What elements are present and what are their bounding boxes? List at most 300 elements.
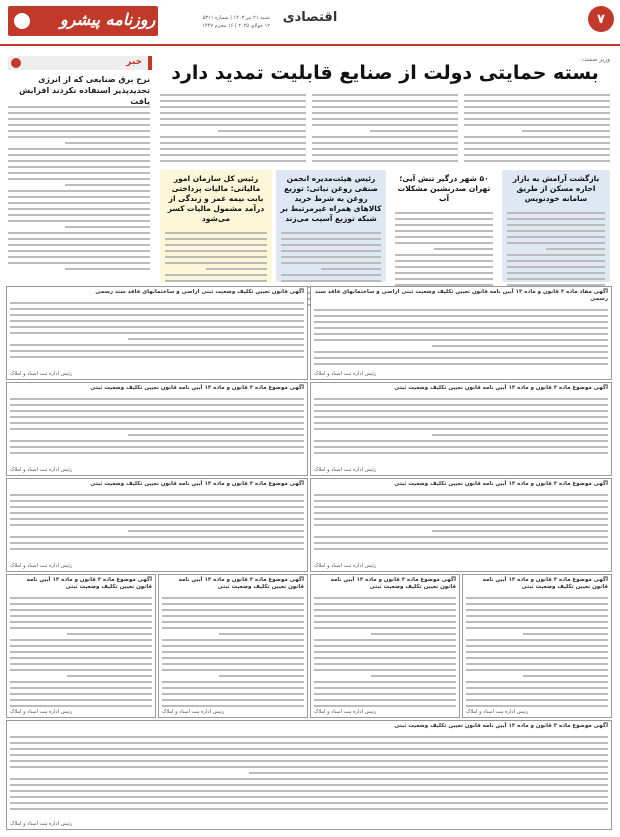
text-line bbox=[162, 663, 304, 665]
text-line bbox=[10, 687, 152, 689]
text-line bbox=[523, 633, 608, 635]
text-line bbox=[314, 609, 456, 611]
text-line bbox=[165, 256, 267, 258]
text-line bbox=[162, 651, 304, 653]
text-line bbox=[10, 681, 152, 683]
notice-body bbox=[7, 494, 307, 550]
text-line bbox=[249, 772, 608, 774]
text-line bbox=[219, 675, 304, 677]
text-line bbox=[10, 404, 304, 406]
text-line bbox=[162, 621, 304, 623]
legal-notice bbox=[310, 478, 612, 572]
text-line bbox=[507, 236, 605, 238]
sidebar-label-bar bbox=[8, 56, 152, 70]
text-line bbox=[464, 148, 610, 150]
text-line bbox=[507, 260, 605, 262]
text-line bbox=[395, 278, 493, 280]
text-line bbox=[314, 548, 608, 550]
text-line bbox=[10, 766, 608, 768]
text-line bbox=[10, 506, 304, 508]
notice-body bbox=[311, 494, 611, 550]
text-line bbox=[314, 446, 608, 448]
text-line bbox=[162, 603, 304, 605]
text-line bbox=[314, 512, 608, 514]
text-line bbox=[8, 196, 150, 198]
text-line bbox=[464, 94, 610, 96]
text-line bbox=[10, 512, 304, 514]
text-line bbox=[314, 705, 456, 707]
notice-title: آگهی موضوع ماده ۳ قانون و ماده ۱۳ آیین نامه قانون تعیین تکلیف وضعیت ثبتی bbox=[90, 481, 304, 487]
text-line bbox=[128, 338, 304, 340]
text-line bbox=[8, 262, 150, 264]
text-line bbox=[464, 106, 610, 108]
text-line bbox=[314, 333, 608, 335]
text-line bbox=[371, 675, 456, 677]
legal-notices bbox=[8, 286, 612, 831]
text-line bbox=[314, 639, 456, 641]
page-header bbox=[0, 0, 620, 48]
notice-body bbox=[7, 736, 611, 810]
article-column-3 bbox=[464, 90, 610, 166]
notice-title: آگهی مفاد ماده ۳ قانون و ماده ۱۳ آیین نامه قانون تعیین تکلیف وضعیت ثبتی اراضی و ساختمانهای فاقد سند رسمی bbox=[315, 289, 608, 302]
text-line bbox=[312, 106, 458, 108]
text-line bbox=[314, 542, 608, 544]
text-line bbox=[219, 633, 304, 635]
text-line bbox=[281, 280, 381, 282]
text-line bbox=[10, 308, 304, 310]
text-line bbox=[312, 136, 458, 138]
news-boxes bbox=[160, 170, 610, 282]
text-line bbox=[10, 663, 152, 665]
text-line bbox=[128, 530, 304, 532]
text-line bbox=[165, 238, 267, 240]
text-line bbox=[10, 597, 152, 599]
text-line bbox=[466, 705, 608, 707]
text-line bbox=[314, 339, 608, 341]
text-line bbox=[10, 754, 608, 756]
text-line bbox=[65, 226, 150, 228]
dateline-persian: شنبه ۲۱ تیر ۱۴۰۳ | شماره ۵۳۱۱ bbox=[202, 15, 270, 21]
notice-title: آگهی موضوع ماده ۳ قانون و ماده ۱۳ آیین نامه قانون تعیین تکلیف وضعیت ثبتی bbox=[26, 577, 152, 590]
text-line bbox=[466, 639, 608, 641]
text-line bbox=[314, 494, 608, 496]
text-line bbox=[8, 154, 150, 156]
text-line bbox=[464, 118, 610, 120]
news-box-body bbox=[390, 206, 498, 292]
notice-body bbox=[7, 398, 307, 454]
article-headline: بسته حمایتی دولت از صنایع قابلیت تمدید دارد bbox=[171, 62, 599, 84]
text-line bbox=[522, 130, 610, 132]
notice-footer: رئیس اداره ثبت اسناد و املاک bbox=[10, 563, 73, 569]
text-line bbox=[312, 100, 458, 102]
text-line bbox=[8, 190, 150, 192]
text-line bbox=[466, 687, 608, 689]
text-line bbox=[162, 693, 304, 695]
text-line bbox=[218, 130, 306, 132]
text-line bbox=[314, 615, 456, 617]
text-line bbox=[10, 802, 608, 804]
text-line bbox=[312, 112, 458, 114]
text-line bbox=[10, 344, 304, 346]
text-line bbox=[314, 699, 456, 701]
text-line bbox=[206, 268, 267, 270]
text-line bbox=[507, 212, 605, 214]
notice-body bbox=[7, 302, 307, 358]
notice-body bbox=[159, 597, 307, 707]
text-line bbox=[162, 639, 304, 641]
legal-notice bbox=[462, 574, 612, 718]
text-line bbox=[165, 244, 267, 246]
notice-body bbox=[463, 597, 611, 707]
news-box-water bbox=[390, 170, 498, 282]
text-line bbox=[464, 160, 610, 162]
text-line bbox=[281, 262, 381, 264]
text-line bbox=[507, 254, 605, 256]
text-line bbox=[281, 232, 381, 234]
text-line bbox=[8, 166, 150, 168]
notice-body bbox=[311, 309, 611, 365]
text-line bbox=[10, 446, 304, 448]
text-line bbox=[10, 784, 608, 786]
text-line bbox=[10, 760, 608, 762]
text-line bbox=[10, 609, 152, 611]
text-line bbox=[314, 351, 608, 353]
text-line bbox=[466, 657, 608, 659]
text-line bbox=[523, 675, 608, 677]
text-line bbox=[165, 262, 267, 264]
text-line bbox=[65, 184, 150, 186]
text-line bbox=[8, 220, 150, 222]
text-line bbox=[8, 130, 150, 132]
text-line bbox=[321, 268, 381, 270]
news-box-title: رئیس هیئت‌مدیره انجمن صنفی روغن نباتی: توزیع روغن به شرط خرید کالاهای همراه غیرمرتبط بر شبکه توزیع آسیب می‌زند bbox=[280, 174, 382, 223]
text-line bbox=[314, 398, 608, 400]
text-line bbox=[10, 320, 304, 322]
text-line bbox=[10, 500, 304, 502]
text-line bbox=[466, 663, 608, 665]
text-line bbox=[10, 524, 304, 526]
text-line bbox=[464, 142, 610, 144]
text-line bbox=[314, 536, 608, 538]
notice-title: آگهی موضوع ماده ۳ قانون و ماده ۱۳ آیین نامه قانون تعیین تکلیف وضعیت ثبتی bbox=[178, 577, 304, 590]
sidebar-label: خبر bbox=[126, 57, 142, 67]
text-line bbox=[314, 363, 608, 365]
text-line bbox=[165, 250, 267, 252]
notice-footer: رئیس اداره ثبت اسناد و املاک bbox=[314, 563, 377, 569]
text-line bbox=[10, 657, 152, 659]
text-line bbox=[466, 609, 608, 611]
text-line bbox=[371, 633, 456, 635]
text-line bbox=[314, 603, 456, 605]
notice-footer: رئیس اداره ثبت اسناد و املاک bbox=[466, 709, 529, 715]
text-line bbox=[8, 178, 150, 180]
text-line bbox=[10, 742, 608, 744]
news-box-title: ۵۰ شهر درگیر تنش آبی؛ تهران صدرنشین مشکلات آب bbox=[397, 174, 491, 203]
text-line bbox=[8, 112, 150, 114]
text-line bbox=[507, 242, 605, 244]
text-line bbox=[10, 603, 152, 605]
text-line bbox=[65, 268, 150, 270]
article-column-1 bbox=[160, 90, 306, 166]
legal-notice bbox=[6, 478, 308, 572]
text-line bbox=[395, 236, 493, 238]
text-line bbox=[10, 542, 304, 544]
text-line bbox=[128, 434, 304, 436]
text-line bbox=[10, 669, 152, 671]
text-line bbox=[314, 309, 608, 311]
text-line bbox=[8, 214, 150, 216]
text-line bbox=[65, 142, 150, 144]
text-line bbox=[10, 398, 304, 400]
text-line bbox=[8, 172, 150, 174]
text-line bbox=[8, 244, 150, 246]
text-line bbox=[312, 94, 458, 96]
text-line bbox=[162, 657, 304, 659]
text-line bbox=[10, 748, 608, 750]
text-line bbox=[314, 524, 608, 526]
text-line bbox=[466, 669, 608, 671]
text-line bbox=[162, 699, 304, 701]
notice-footer: رئیس اداره ثبت اسناد و املاک bbox=[10, 821, 73, 827]
newspaper-logo bbox=[8, 6, 158, 36]
text-line bbox=[314, 645, 456, 647]
text-line bbox=[160, 136, 306, 138]
text-line bbox=[10, 548, 304, 550]
text-line bbox=[10, 705, 152, 707]
notice-body bbox=[7, 597, 155, 707]
text-line bbox=[464, 100, 610, 102]
text-line bbox=[464, 154, 610, 156]
text-line bbox=[10, 790, 608, 792]
text-line bbox=[10, 422, 304, 424]
text-line bbox=[314, 410, 608, 412]
text-line bbox=[507, 272, 605, 274]
text-line bbox=[314, 315, 608, 317]
text-line bbox=[67, 675, 152, 677]
text-line bbox=[10, 452, 304, 454]
text-line bbox=[8, 232, 150, 234]
text-line bbox=[8, 208, 150, 210]
text-line bbox=[314, 693, 456, 695]
notice-title: آگهی موضوع ماده ۳ قانون و ماده ۱۳ آیین نامه قانون تعیین تکلیف وضعیت ثبتی bbox=[482, 577, 608, 590]
text-line bbox=[466, 681, 608, 683]
text-line bbox=[10, 699, 152, 701]
notice-body bbox=[311, 597, 459, 707]
text-line bbox=[160, 118, 306, 120]
text-line bbox=[162, 615, 304, 617]
text-line bbox=[160, 142, 306, 144]
text-line bbox=[8, 136, 150, 138]
text-line bbox=[10, 356, 304, 358]
text-line bbox=[507, 230, 605, 232]
text-line bbox=[312, 142, 458, 144]
legal-notice bbox=[310, 574, 460, 718]
notice-title: آگهی موضوع ماده ۳ قانون و ماده ۱۳ آیین نامه قانون تعیین تکلیف وضعیت ثبتی bbox=[330, 577, 456, 590]
text-line bbox=[464, 124, 610, 126]
text-line bbox=[314, 321, 608, 323]
article-column-2 bbox=[312, 90, 458, 166]
text-line bbox=[507, 278, 605, 280]
text-line bbox=[314, 500, 608, 502]
text-line bbox=[10, 302, 304, 304]
notice-body bbox=[311, 398, 611, 454]
text-line bbox=[314, 627, 456, 629]
text-line bbox=[10, 410, 304, 412]
text-line bbox=[464, 136, 610, 138]
text-line bbox=[160, 94, 306, 96]
notice-title: آگهی موضوع ماده ۳ قانون و ماده ۱۳ آیین نامه قانون تعیین تکلیف وضعیت ثبتی bbox=[394, 385, 608, 391]
text-line bbox=[314, 518, 608, 520]
notice-title: آگهی موضوع ماده ۳ قانون و ماده ۱۳ آیین نامه قانون تعیین تکلیف وضعیت ثبتی bbox=[394, 481, 608, 487]
text-line bbox=[281, 238, 381, 240]
text-line bbox=[67, 633, 152, 635]
text-line bbox=[314, 452, 608, 454]
text-line bbox=[395, 224, 493, 226]
text-line bbox=[464, 112, 610, 114]
news-box-title: بازگشت آرامش به بازار اجاره مسکن از طریق سامانه خودنویس bbox=[512, 174, 600, 203]
text-line bbox=[162, 609, 304, 611]
text-line bbox=[8, 250, 150, 252]
sidebar-headline: نرخ برق صنایعی که از انرژی تجدیدپذیر استفاده نکردند افزایش یافت bbox=[19, 75, 150, 106]
news-box-tax bbox=[160, 170, 272, 282]
text-line bbox=[370, 130, 458, 132]
section-title: اقتصادی bbox=[282, 10, 338, 25]
text-line bbox=[10, 645, 152, 647]
text-line bbox=[507, 224, 605, 226]
text-line bbox=[507, 218, 605, 220]
text-line bbox=[314, 422, 608, 424]
text-line bbox=[434, 248, 493, 250]
text-line bbox=[395, 272, 493, 274]
text-line bbox=[10, 778, 608, 780]
text-line bbox=[165, 280, 267, 282]
text-line bbox=[160, 160, 306, 162]
text-line bbox=[432, 434, 608, 436]
text-line bbox=[314, 681, 456, 683]
legal-notice bbox=[6, 720, 612, 830]
text-line bbox=[160, 100, 306, 102]
notice-footer: رئیس اداره ثبت اسناد و املاک bbox=[314, 709, 377, 715]
text-line bbox=[162, 681, 304, 683]
logo-mark-icon bbox=[14, 13, 30, 29]
text-line bbox=[10, 494, 304, 496]
text-line bbox=[10, 416, 304, 418]
text-line bbox=[314, 416, 608, 418]
text-line bbox=[395, 212, 493, 214]
news-box-rent bbox=[502, 170, 610, 282]
text-line bbox=[165, 274, 267, 276]
text-line bbox=[466, 693, 608, 695]
notice-title: آگهی قانون تعیین تکلیف وضعیت ثبتی اراضی و ساختمانهای فاقد سند رسمی bbox=[95, 289, 304, 295]
news-box-body bbox=[502, 206, 610, 292]
text-line bbox=[546, 248, 605, 250]
notice-footer: رئیس اداره ثبت اسناد و املاک bbox=[314, 371, 377, 377]
text-line bbox=[281, 250, 381, 252]
text-line bbox=[466, 615, 608, 617]
notice-footer: رئیس اداره ثبت اسناد و املاک bbox=[162, 709, 225, 715]
news-box-title: رئیس کل سازمان امور مالیاتی: مالیات پرداختی بابت بیمه عمر و زندگی از درآمد مشمول مالیات کسر می‌شود bbox=[167, 174, 265, 223]
text-line bbox=[8, 118, 150, 120]
text-line bbox=[466, 645, 608, 647]
text-line bbox=[314, 651, 456, 653]
notice-footer: رئیس اداره ثبت اسناد و املاک bbox=[314, 467, 377, 473]
text-line bbox=[395, 218, 493, 220]
text-line bbox=[160, 148, 306, 150]
text-line bbox=[314, 621, 456, 623]
legal-notice bbox=[6, 382, 308, 476]
text-line bbox=[312, 148, 458, 150]
dateline bbox=[180, 14, 270, 30]
text-line bbox=[466, 603, 608, 605]
text-line bbox=[10, 639, 152, 641]
text-line bbox=[314, 597, 456, 599]
page-number: ۷ bbox=[588, 6, 614, 32]
text-line bbox=[8, 160, 150, 162]
text-line bbox=[162, 687, 304, 689]
text-line bbox=[314, 440, 608, 442]
text-line bbox=[8, 202, 150, 204]
legal-notice bbox=[310, 286, 612, 380]
text-line bbox=[281, 244, 381, 246]
dateline-gregorian: ۱۲ جولای ۲۰۲۵ | ۱۶ محرم ۱۴۴۷ bbox=[202, 23, 270, 29]
text-line bbox=[314, 327, 608, 329]
text-line bbox=[10, 651, 152, 653]
text-line bbox=[466, 627, 608, 629]
logo-text: روزنامه پیشرو bbox=[60, 10, 156, 29]
notice-footer: رئیس اداره ثبت اسناد و املاک bbox=[10, 467, 73, 473]
text-line bbox=[8, 256, 150, 258]
text-line bbox=[10, 693, 152, 695]
text-line bbox=[10, 332, 304, 334]
text-line bbox=[10, 326, 304, 328]
text-line bbox=[395, 266, 493, 268]
text-line bbox=[314, 663, 456, 665]
legal-notice bbox=[6, 286, 308, 380]
text-line bbox=[466, 621, 608, 623]
text-line bbox=[395, 230, 493, 232]
text-line bbox=[10, 536, 304, 538]
text-line bbox=[314, 404, 608, 406]
text-line bbox=[314, 428, 608, 430]
text-line bbox=[312, 124, 458, 126]
text-line bbox=[10, 621, 152, 623]
text-line bbox=[281, 274, 381, 276]
text-line bbox=[432, 530, 608, 532]
text-line bbox=[432, 345, 608, 347]
text-line bbox=[10, 350, 304, 352]
text-line bbox=[312, 118, 458, 120]
text-line bbox=[8, 238, 150, 240]
text-line bbox=[312, 160, 458, 162]
text-line bbox=[162, 645, 304, 647]
text-line bbox=[160, 154, 306, 156]
text-line bbox=[312, 154, 458, 156]
text-line bbox=[8, 106, 150, 108]
text-line bbox=[314, 687, 456, 689]
text-line bbox=[314, 657, 456, 659]
text-line bbox=[160, 124, 306, 126]
arrow-icon bbox=[11, 58, 21, 68]
text-line bbox=[466, 597, 608, 599]
text-line bbox=[281, 256, 381, 258]
notice-title: آگهی موضوع ماده ۳ قانون و ماده ۱۳ آیین نامه قانون تعیین تکلیف وضعیت ثبتی bbox=[394, 723, 608, 729]
text-line bbox=[10, 808, 608, 810]
legal-notice bbox=[6, 574, 156, 718]
text-line bbox=[10, 428, 304, 430]
text-line bbox=[395, 242, 493, 244]
notice-footer: رئیس اداره ثبت اسناد و املاک bbox=[10, 709, 73, 715]
text-line bbox=[10, 796, 608, 798]
